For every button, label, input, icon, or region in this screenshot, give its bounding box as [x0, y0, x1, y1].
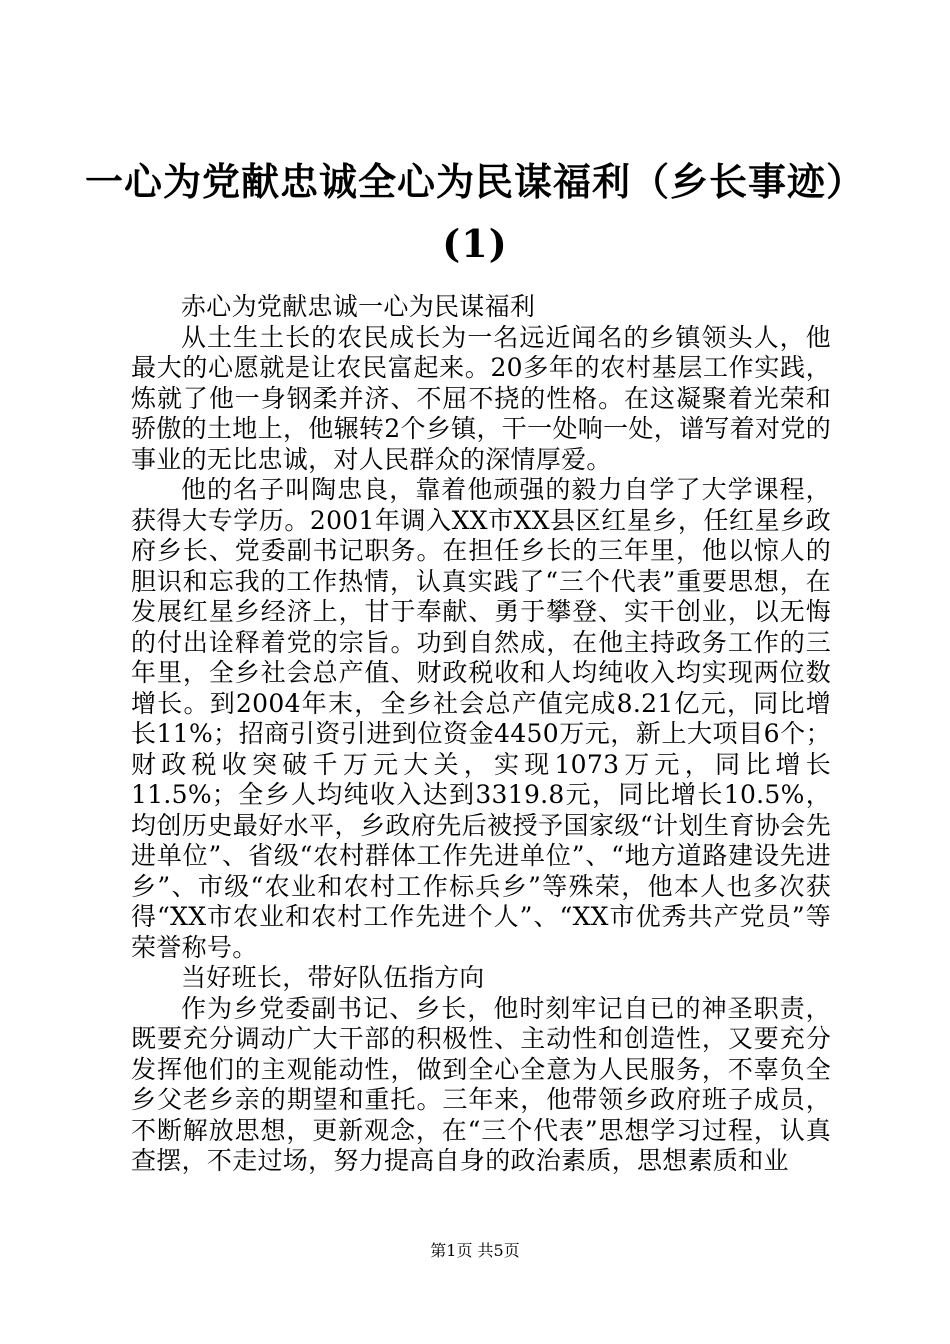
paragraph-background: 他的名子叫陶忠良，靠着他顽强的毅力自学了大学课程，获得大专学历。2001年调入XX市XX县区红星乡，任红星乡政府乡长、党委副书记职务。在担任乡长的三年里，他以惊人的胆识和忘我的工作热情，认真实践了“三个代表”重要思想，在发展红星乡经济上，甘于奉献、勇于攀登、实干创业，以无悔的付出诠释着党的宗旨。功到自然成，在他主持政务工作的三年里，全乡社会总产值、财政税收和人均纯收入均实现两位数增长。到2004年末，全乡社会总产值完成8.21亿元，同比增长11%；招商引资引进到位资金4450万元，新上大项目6个；财政税收突破千万元大关，实现1073万元，同比增长11.5%；全乡人均纯收入达到3319.8元，同比增长10.5%，均创历史最好水平，乡政府先后被授予国家级“计划生育协会先进单位”、省级“农村群体工作先进单位”、“地方道路建设先进乡”、市级“农业和农村工作标兵乡”等殊荣，他本人也多次获得“XX市农业和农村工作先进个人”、“XX市优秀共产党员”等荣誉称号。 — [131, 475, 831, 962]
paragraph-intro: 从土生土长的农民成长为一名远近闻名的乡镇领头人，他最大的心愿就是让农民富起来。20多年的农村基层工作实践，炼就了他一身钢柔并济、不屈不挠的性格。在这凝聚着光荣和骄傲的土地上，他辗转2个乡镇，干一处响一处，谱写着对党的事业的无比忠诚，对人民群众的深情厚爱。 — [131, 322, 831, 474]
page-number-footer: 第1页 共5页 — [430, 1241, 520, 1260]
paragraph-leadership: 作为乡党委副书记、乡长，他时刻牢记自已的神圣职责，既要充分调动广大干部的积极性、主动性和创造性，又要充分发挥他们的主观能动性，做到全心全意为人民服务，不辜负全乡父老乡亲的期望和重托。三年来，他带领乡政府班子成员，不断解放思想，更新观念，在“三个代表”思想学习过程，认真查摆，不走过场，努力提高自身的政治素质，思想素质和业 — [131, 993, 831, 1175]
document-title: 一心为党献忠诚全心为民谋福利（乡长事迹） — [84, 159, 865, 204]
paragraph-subtitle-1: 赤心为党献忠诚一心为民谋福利 — [181, 292, 536, 321]
document-body — [131, 292, 831, 1177]
paragraph-subtitle-2: 当好班长，带好队伍指方向 — [181, 963, 485, 992]
document-title-suffix: (1) — [442, 221, 508, 266]
